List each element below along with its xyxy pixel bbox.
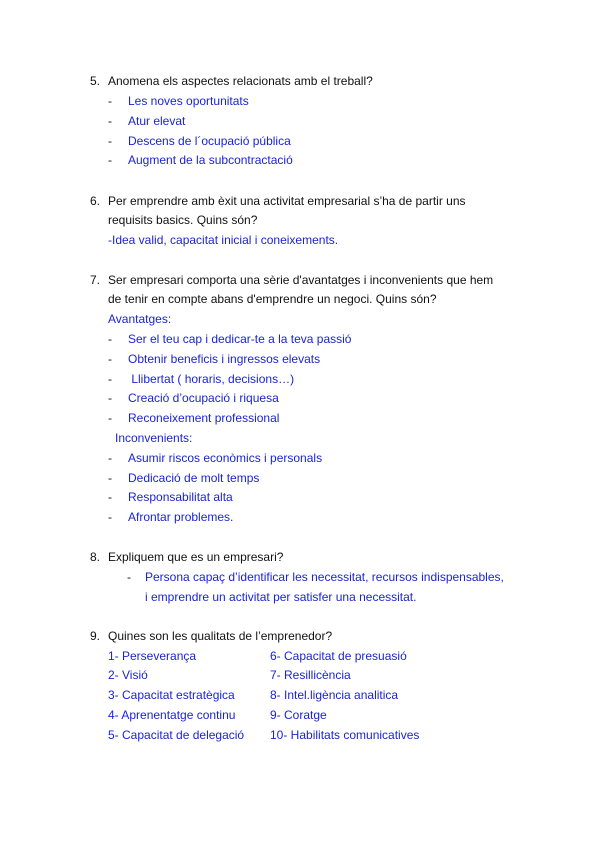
bullet-dash: - bbox=[108, 510, 112, 524]
advantage-item: Obtenir beneficis i ingressos elevats bbox=[128, 352, 321, 366]
quality-item: 8- Intel.ligència analitica bbox=[270, 688, 399, 702]
bullet-dash: - bbox=[108, 411, 112, 425]
disadvantage-item: Asumir riscos econòmics i personals bbox=[128, 451, 323, 465]
bullet-dash: - bbox=[108, 94, 112, 108]
quality-item: 3- Capacitat estratègica bbox=[108, 688, 235, 702]
question-text-line1: Ser empresari comporta una sèrie d'avantatges i inconvenients que hem bbox=[108, 273, 494, 287]
quality-item: 6- Capacitat de presuasió bbox=[270, 649, 407, 663]
advantage-item: Reconeixement professional bbox=[128, 411, 280, 425]
disadvantage-item: Dedicació de molt temps bbox=[128, 471, 260, 485]
question-text: Anomena els aspectes relacionats amb el treball? bbox=[108, 74, 373, 88]
answer-text-line2: i emprendre un activitat per satisfer una necessitat. bbox=[145, 590, 417, 604]
quality-item: 7- Resillicència bbox=[270, 668, 351, 682]
answer-item: Atur elevat bbox=[128, 114, 186, 128]
question-text-line2: de tenir en compte abans d'emprendre un negoci. Quins són? bbox=[108, 292, 437, 306]
quality-item: 4- Aprenentatge continu bbox=[108, 708, 236, 722]
disadvantage-item: Responsabilitat alta bbox=[128, 490, 233, 504]
question-text-line2: requisits basics. Quins són? bbox=[108, 213, 258, 227]
question-number: 7. bbox=[90, 273, 101, 287]
quality-item: 2- Visió bbox=[108, 668, 148, 682]
quality-item: 9- Coratge bbox=[270, 708, 327, 722]
bullet-dash: - bbox=[108, 153, 112, 167]
answer-item: Les noves oportunitats bbox=[128, 94, 249, 108]
question-text: Expliquem que es un empresari? bbox=[108, 550, 284, 564]
quality-item: 10- Habilitats comunicatives bbox=[270, 728, 420, 742]
question-number: 5. bbox=[90, 74, 101, 88]
bullet-dash: - bbox=[127, 570, 131, 584]
quality-item: 5- Capacitat de delegació bbox=[108, 728, 245, 742]
bullet-dash: - bbox=[108, 332, 112, 346]
advantage-item: Creació d’ocupació i riquesa bbox=[128, 391, 279, 405]
question-text-line1: Per emprendre amb èxit una activitat empresarial s’ha de partir uns bbox=[108, 194, 466, 208]
question-number: 6. bbox=[90, 194, 101, 208]
answer-text-line1: Persona capaç d’identificar les necessitat, recursos indispensables, bbox=[145, 570, 504, 584]
disadvantage-item: Afrontar problemes. bbox=[128, 510, 234, 524]
bullet-dash: - bbox=[108, 471, 112, 485]
bullet-dash: - bbox=[108, 391, 112, 405]
bullet-dash: - bbox=[108, 114, 112, 128]
disadvantages-heading: Inconvenients: bbox=[115, 431, 193, 445]
advantage-item: Ser el teu cap i dedicar-te a la teva passió bbox=[128, 332, 352, 346]
answer-text: -Idea valid, capacitat inicial i coneixements. bbox=[108, 233, 339, 247]
bullet-dash: - bbox=[108, 451, 112, 465]
advantages-heading: Avantatges: bbox=[108, 312, 172, 326]
question-number: 9. bbox=[90, 629, 101, 643]
answer-item: Descens de l´ocupació pública bbox=[128, 134, 291, 148]
quality-item: 1- Perseverança bbox=[108, 649, 197, 663]
bullet-dash: - bbox=[108, 372, 112, 386]
question-text: Quines son les qualitats de l’emprenedor? bbox=[108, 629, 333, 643]
question-number: 8. bbox=[90, 550, 101, 564]
bullet-dash: - bbox=[108, 352, 112, 366]
answer-item: Augment de la subcontractació bbox=[128, 153, 293, 167]
advantage-item: Llibertat ( horaris, decisions…) bbox=[128, 372, 295, 386]
bullet-dash: - bbox=[108, 490, 112, 504]
bullet-dash: - bbox=[108, 134, 112, 148]
